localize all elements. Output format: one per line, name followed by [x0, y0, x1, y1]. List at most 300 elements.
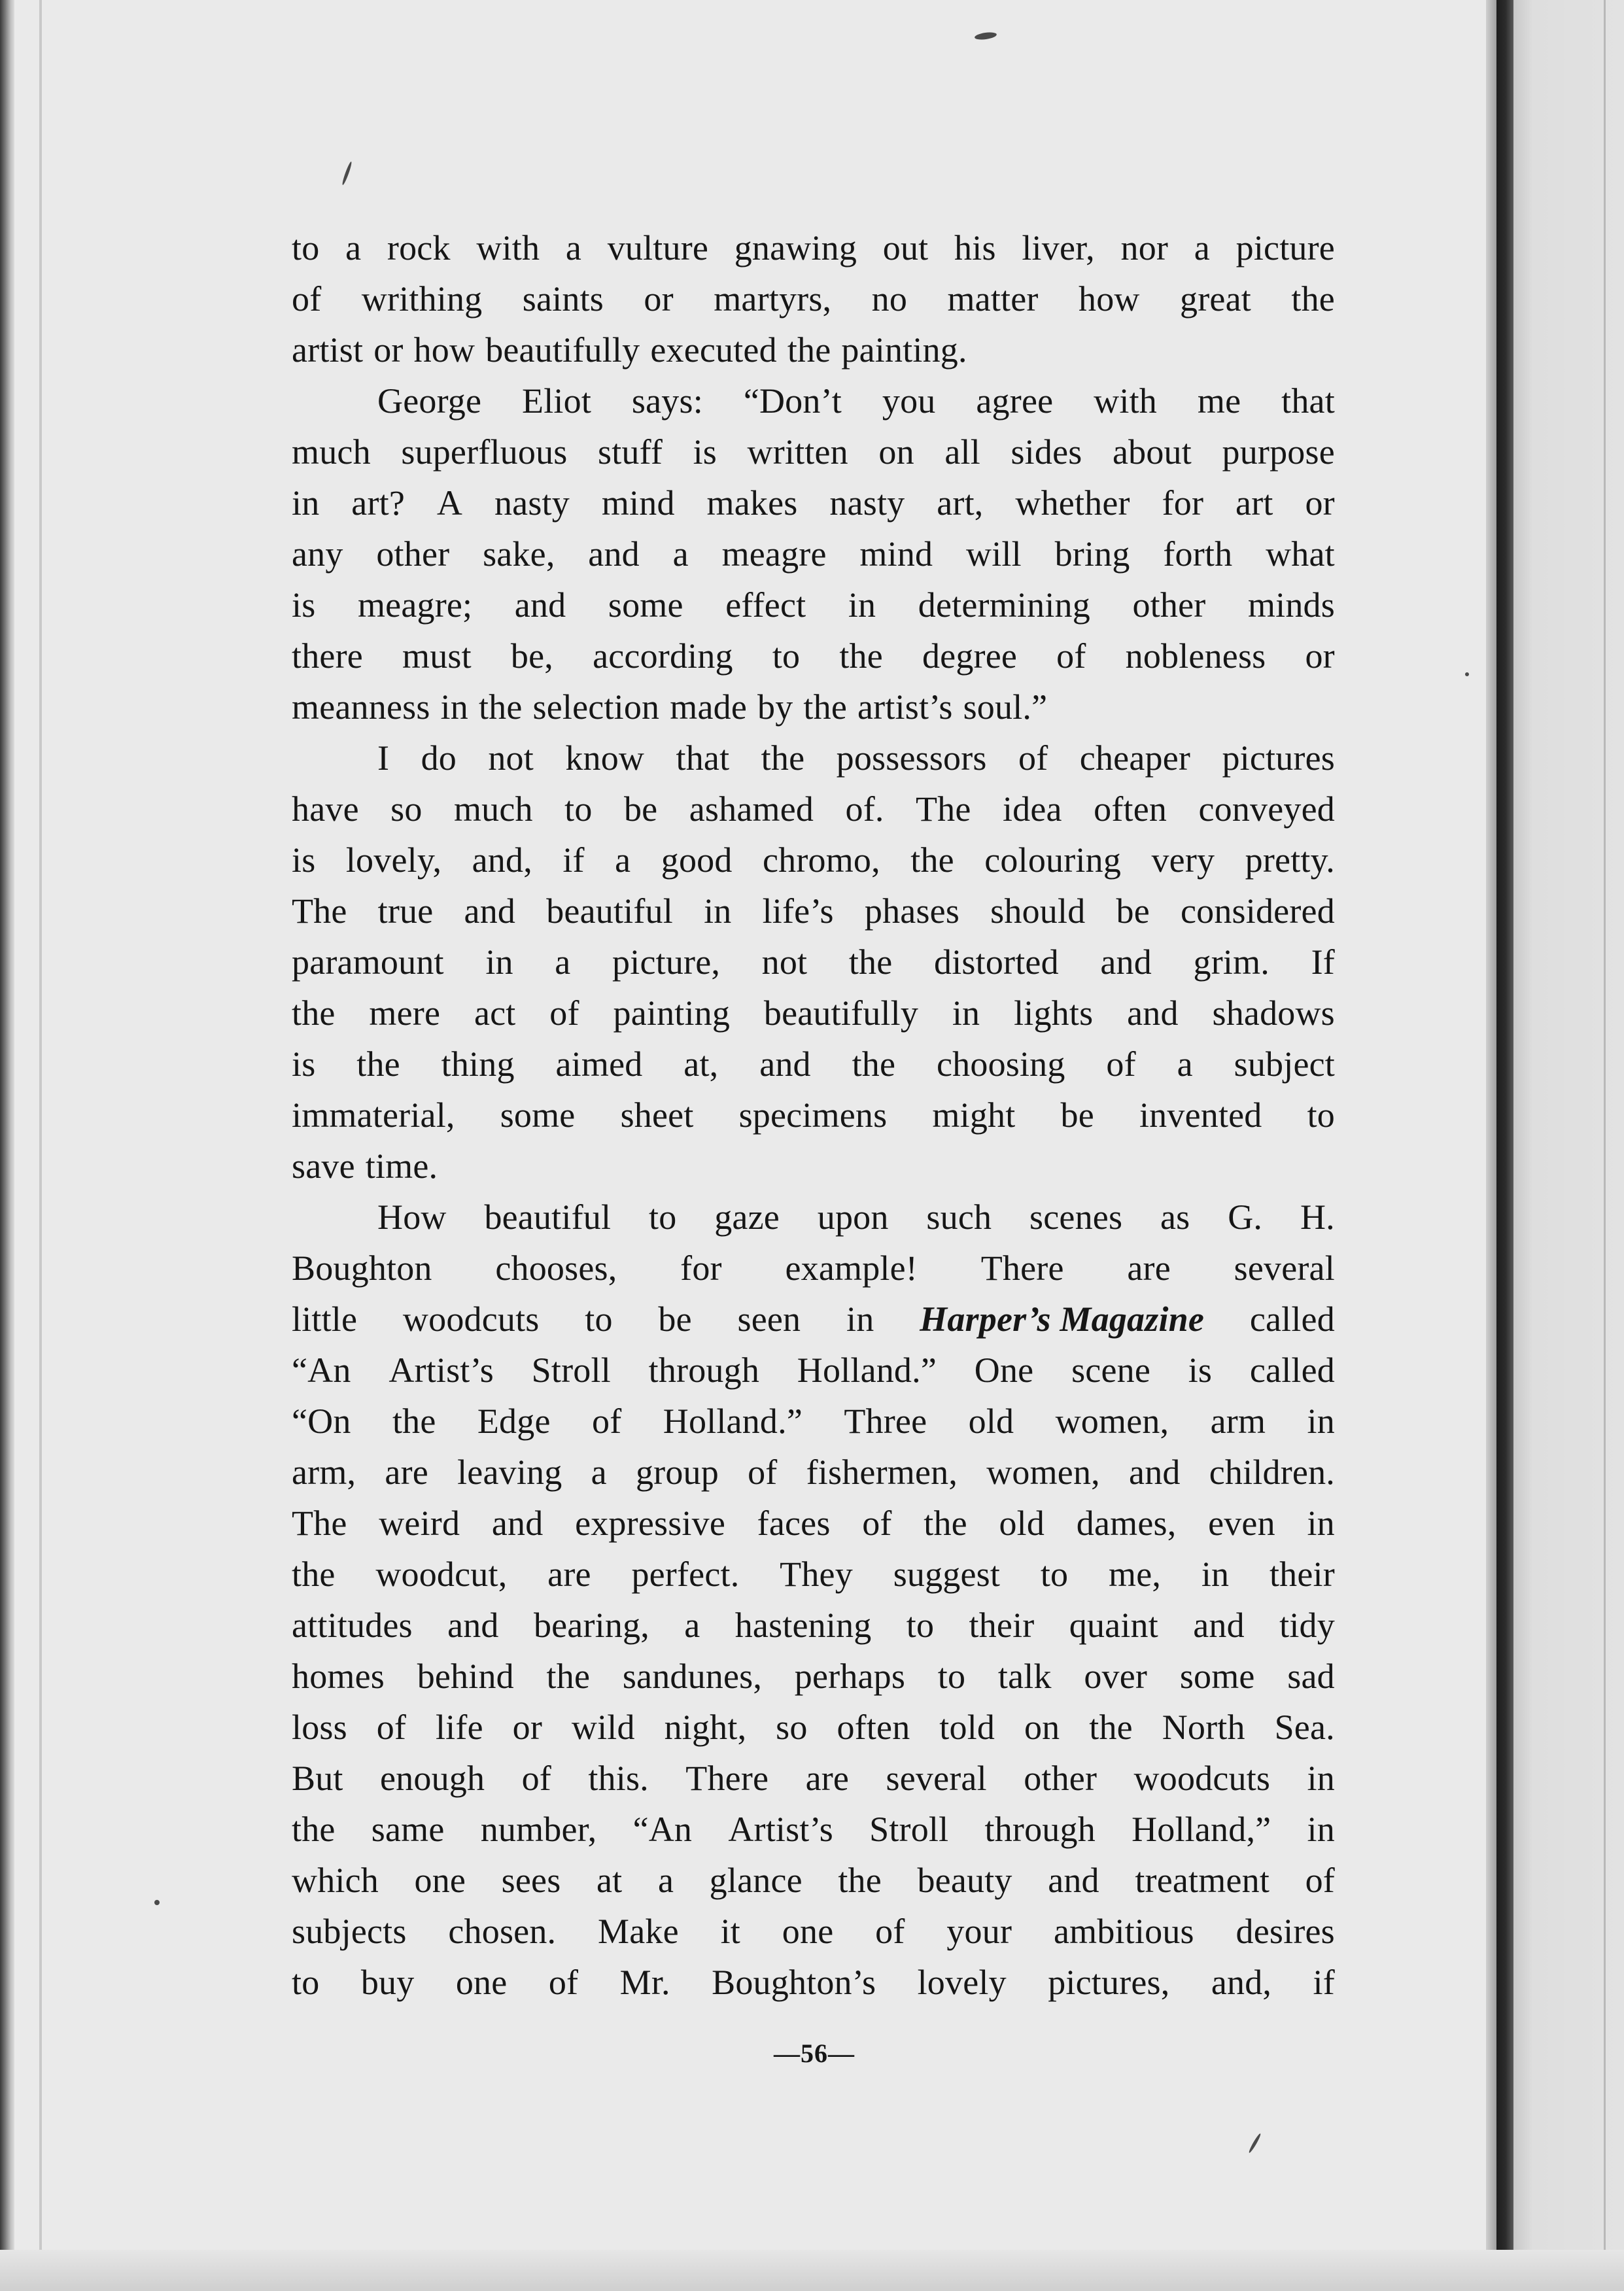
word: A — [436, 483, 463, 523]
word: one — [414, 1861, 466, 1900]
word: stuff — [598, 432, 663, 472]
word: Holland,” — [1132, 1810, 1271, 1849]
word: to — [1307, 1095, 1335, 1135]
word: chosen. — [448, 1912, 557, 1951]
word: the — [839, 636, 883, 676]
page-number: —56— — [774, 2039, 855, 2068]
text-line — [292, 1804, 1335, 1855]
word: makes — [706, 483, 798, 523]
word: and — [514, 585, 566, 625]
word: specimens — [738, 1095, 888, 1135]
word: a — [565, 228, 582, 267]
word: martyrs, — [714, 279, 832, 319]
text-line — [292, 630, 1335, 681]
word: so — [776, 1708, 808, 1747]
word: considered — [1180, 891, 1335, 931]
text-line — [292, 375, 1335, 426]
word: be — [1116, 891, 1150, 931]
text-line — [292, 222, 1335, 273]
word: of — [875, 1912, 905, 1951]
word: nasty — [494, 483, 570, 523]
word: mere — [369, 993, 441, 1033]
word: beautifully — [485, 330, 640, 370]
text-line — [292, 579, 1335, 630]
word: The — [292, 1504, 347, 1543]
word: little — [292, 1300, 358, 1339]
word: his — [954, 228, 996, 267]
word: executed — [650, 330, 777, 370]
word: much — [453, 789, 533, 829]
word: such — [926, 1197, 992, 1237]
text-line — [292, 1294, 1335, 1345]
text-line — [292, 835, 1335, 886]
word: at — [596, 1861, 623, 1900]
word: hastening — [734, 1606, 872, 1645]
word: their — [1269, 1555, 1335, 1594]
word: bring — [1054, 534, 1130, 574]
word: ashamed — [689, 789, 814, 829]
word: invented — [1139, 1095, 1262, 1135]
text-line — [292, 1243, 1335, 1294]
word: aimed — [555, 1044, 643, 1084]
word: other — [1132, 585, 1206, 625]
word: for — [680, 1249, 722, 1288]
word: on — [878, 432, 914, 472]
word: desires — [1235, 1912, 1335, 1951]
word: dames, — [1076, 1504, 1177, 1543]
word: thing — [441, 1044, 515, 1084]
word: paramount — [292, 942, 444, 982]
word: will — [966, 534, 1022, 574]
word: to — [292, 1963, 320, 2002]
word: soul.” — [963, 687, 1048, 727]
word: The — [292, 891, 347, 931]
word: the — [910, 840, 954, 880]
text-line — [292, 324, 1335, 375]
word: and — [464, 891, 516, 931]
word: Make — [598, 1912, 679, 1951]
word: children. — [1209, 1453, 1335, 1492]
word: Stroll — [531, 1351, 611, 1390]
word: is — [292, 1044, 316, 1084]
word: superfluous — [401, 432, 568, 472]
word: art — [1235, 483, 1273, 523]
word: Artist’s — [389, 1351, 494, 1390]
word: be — [1060, 1095, 1094, 1135]
word: must — [402, 636, 472, 676]
word: mind — [859, 534, 933, 574]
word: beautiful — [546, 891, 673, 931]
word: as — [1160, 1197, 1190, 1237]
word: a — [1177, 1044, 1193, 1084]
word: is — [292, 585, 316, 625]
word: me, — [1109, 1555, 1162, 1594]
word: to — [937, 1657, 966, 1696]
word: at, — [683, 1044, 719, 1084]
word: of — [592, 1402, 622, 1441]
word: out — [882, 228, 929, 267]
word: grim. — [1193, 942, 1270, 982]
word: for — [1162, 483, 1204, 523]
word: not — [761, 942, 808, 982]
word: subject — [1234, 1044, 1335, 1084]
word: nobleness — [1125, 636, 1266, 676]
word: it — [720, 1912, 740, 1951]
word: of — [1056, 636, 1086, 676]
word: some — [1179, 1657, 1255, 1696]
text-line — [292, 886, 1335, 937]
text-line — [292, 988, 1335, 1039]
word: and, — [1211, 1963, 1272, 2002]
word: art, — [937, 483, 984, 523]
word: are — [547, 1555, 591, 1594]
word: chooses, — [495, 1249, 617, 1288]
word: all — [944, 432, 980, 472]
word: your — [946, 1912, 1012, 1951]
word: in — [440, 687, 468, 727]
word: There — [685, 1759, 769, 1798]
word: a — [1194, 228, 1210, 267]
word: Boughton — [292, 1249, 432, 1288]
word: scenes — [1029, 1197, 1123, 1237]
word: time. — [365, 1146, 438, 1186]
word: to — [1040, 1555, 1069, 1594]
word: a — [657, 1861, 674, 1900]
word: perhaps — [794, 1657, 906, 1696]
word: by — [757, 687, 793, 727]
word: Sea. — [1274, 1708, 1335, 1747]
word: expressive — [575, 1504, 725, 1543]
word: which — [292, 1861, 379, 1900]
word: in — [1307, 1759, 1335, 1798]
word: homes — [292, 1657, 385, 1696]
left-page-edge — [39, 0, 42, 2291]
word: attitudes — [292, 1606, 413, 1645]
word: some — [500, 1095, 576, 1135]
word: a — [591, 1453, 607, 1492]
word: and — [1100, 942, 1152, 982]
word: and — [588, 534, 640, 574]
text-line — [292, 477, 1335, 528]
word: be — [623, 789, 658, 829]
scan-speck — [1465, 672, 1469, 676]
word: in — [846, 1300, 874, 1339]
word: I — [377, 738, 390, 778]
word: or — [1305, 636, 1335, 676]
word: to — [906, 1606, 935, 1645]
word: the — [803, 687, 847, 727]
word: weird — [379, 1504, 460, 1543]
word: of — [376, 1708, 407, 1747]
word: immaterial, — [292, 1095, 455, 1135]
word: be, — [510, 636, 553, 676]
word: there — [292, 636, 363, 676]
word: lovely, — [345, 840, 442, 880]
word: woodcuts — [402, 1300, 540, 1339]
word: even — [1208, 1504, 1275, 1543]
word: me — [1197, 381, 1241, 421]
book-binding — [1496, 0, 1513, 2291]
word: Edge — [477, 1402, 551, 1441]
word: sheet — [620, 1095, 694, 1135]
word: “Don’t — [743, 381, 842, 421]
word: treatment — [1135, 1861, 1270, 1900]
word: this. — [588, 1759, 649, 1798]
word: the — [787, 330, 831, 370]
text-line — [292, 1090, 1335, 1141]
word: beautiful — [484, 1197, 612, 1237]
word: “An — [292, 1351, 351, 1390]
word: How — [377, 1197, 447, 1237]
word: fishermen, — [806, 1453, 958, 1492]
word: should — [990, 891, 1086, 931]
body-text — [292, 222, 1335, 2008]
text-line — [292, 937, 1335, 988]
word: perfect. — [631, 1555, 740, 1594]
word: called — [1249, 1300, 1335, 1339]
word: leaving — [457, 1453, 562, 1492]
word: “On — [292, 1402, 351, 1441]
word: a — [345, 228, 362, 267]
word: have — [292, 789, 359, 829]
word: and — [491, 1504, 544, 1543]
word: painting. — [841, 330, 967, 370]
word: of — [521, 1759, 551, 1798]
word: of — [548, 1963, 579, 2002]
word: writhing — [361, 279, 483, 319]
word: written — [747, 432, 848, 472]
word: told — [939, 1708, 995, 1747]
text-line — [292, 1192, 1335, 1243]
word: number, — [480, 1810, 597, 1849]
word: saints — [522, 279, 604, 319]
word: that — [1281, 381, 1335, 421]
word: effect — [725, 585, 806, 625]
word: sad — [1287, 1657, 1335, 1696]
word: sake, — [483, 534, 555, 574]
text-line — [292, 1957, 1335, 2008]
word: might — [932, 1095, 1016, 1135]
word: group — [635, 1453, 719, 1492]
word: often — [837, 1708, 910, 1747]
text-line — [292, 1498, 1335, 1549]
word: rock — [387, 228, 451, 267]
word: same — [371, 1810, 445, 1849]
word: the — [852, 1044, 896, 1084]
word: whether — [1015, 483, 1130, 523]
word: much — [292, 432, 371, 472]
text-line — [292, 1396, 1335, 1447]
word: the — [838, 1861, 882, 1900]
word: some — [608, 585, 683, 625]
word: the — [546, 1657, 591, 1696]
word: in — [1307, 1504, 1335, 1543]
word: to — [585, 1300, 613, 1339]
word: purpose — [1222, 432, 1335, 472]
right-page-edge — [1604, 0, 1606, 2291]
text-line — [292, 1141, 1335, 1192]
text-line — [292, 1549, 1335, 1600]
word: of — [549, 993, 579, 1033]
word: mind — [601, 483, 675, 523]
word: Three — [844, 1402, 927, 1441]
word: a — [684, 1606, 700, 1645]
word: their — [969, 1606, 1035, 1645]
word: pretty. — [1245, 840, 1335, 880]
word: woodcut, — [375, 1555, 508, 1594]
word: the — [292, 993, 336, 1033]
word: or — [644, 279, 674, 319]
word: of — [292, 279, 322, 319]
word: and, — [472, 840, 532, 880]
word: through — [984, 1810, 1096, 1849]
word: a — [672, 534, 689, 574]
word: forth — [1163, 534, 1233, 574]
text-line — [292, 528, 1335, 579]
word: and — [447, 1606, 499, 1645]
word: you — [882, 381, 936, 421]
word: enough — [380, 1759, 485, 1798]
word: or — [1305, 483, 1335, 523]
word: over — [1084, 1657, 1148, 1696]
text-line — [292, 1345, 1335, 1396]
word: distorted — [934, 942, 1059, 982]
word: one — [782, 1912, 834, 1951]
word: women, — [986, 1453, 1100, 1492]
word: Mr. — [619, 1963, 670, 2002]
word: lovely — [917, 1963, 1007, 2002]
word: the — [356, 1044, 400, 1084]
word: behind — [417, 1657, 514, 1696]
word: They — [780, 1555, 853, 1594]
word: pictures, — [1048, 1963, 1170, 2002]
word: or — [373, 330, 404, 370]
word: if — [1313, 1963, 1335, 2002]
word: arm, — [292, 1453, 356, 1492]
word: the — [292, 1810, 336, 1849]
word: are — [385, 1453, 428, 1492]
word: gaze — [714, 1197, 780, 1237]
word: according — [593, 636, 733, 676]
word: seen — [737, 1300, 801, 1339]
word: idea — [1002, 789, 1062, 829]
word: a — [615, 840, 631, 880]
word: scene — [1071, 1351, 1150, 1390]
word: Boughton’s — [712, 1963, 876, 2002]
word: in — [1201, 1555, 1230, 1594]
word: says: — [631, 381, 703, 421]
word: artist — [292, 330, 364, 370]
word: old — [968, 1402, 1014, 1441]
word: is — [292, 840, 316, 880]
word: Stroll — [869, 1810, 949, 1849]
word: do — [421, 738, 457, 778]
word: Harper’s Magazine — [920, 1300, 1205, 1339]
word: any — [292, 534, 343, 574]
text-line — [292, 1447, 1335, 1498]
word: glance — [709, 1861, 803, 1900]
word: often — [1094, 789, 1167, 829]
word: in — [848, 585, 876, 625]
word: Eliot — [522, 381, 592, 421]
word: the — [848, 942, 893, 982]
word: and — [1129, 1453, 1181, 1492]
word: picture, — [612, 942, 721, 982]
word: with — [476, 228, 540, 267]
word: in — [1307, 1402, 1335, 1441]
word: shadows — [1212, 993, 1335, 1033]
word: is — [1188, 1351, 1213, 1390]
word: Holland.” — [797, 1351, 937, 1390]
word: and — [759, 1044, 811, 1084]
bottom-page-edge — [0, 2250, 1624, 2291]
word: matter — [947, 279, 1039, 319]
word: night, — [664, 1708, 747, 1747]
text-line — [292, 1039, 1335, 1090]
word: G. — [1228, 1197, 1263, 1237]
word: upon — [817, 1197, 889, 1237]
word: But — [292, 1759, 343, 1798]
word: made — [670, 687, 748, 727]
word: very — [1151, 840, 1215, 880]
word: how — [413, 330, 475, 370]
word: or — [512, 1708, 543, 1747]
word: of. — [845, 789, 884, 829]
word: be — [658, 1300, 692, 1339]
scan-speck — [154, 1900, 160, 1905]
word: of — [1018, 738, 1048, 778]
text-line — [292, 1651, 1335, 1702]
text-line — [292, 1702, 1335, 1753]
word: life — [435, 1708, 483, 1747]
word: picture — [1235, 228, 1335, 267]
word: meagre; — [357, 585, 473, 625]
word: old — [999, 1504, 1045, 1543]
word: If — [1311, 942, 1335, 982]
word: are — [805, 1759, 850, 1798]
word: gnawing — [734, 228, 857, 267]
word: loss — [292, 1708, 347, 1747]
word: suggest — [893, 1555, 1001, 1594]
word: colouring — [984, 840, 1122, 880]
word: the — [924, 1504, 967, 1543]
word: talk — [997, 1657, 1052, 1696]
word: the — [478, 687, 523, 727]
text-line — [292, 1753, 1335, 1804]
word: selection — [532, 687, 660, 727]
word: are — [1127, 1249, 1171, 1288]
word: sides — [1011, 432, 1082, 472]
word: great — [1180, 279, 1251, 319]
word: buy — [360, 1963, 415, 2002]
word: is — [693, 432, 717, 472]
word: art? — [351, 483, 406, 523]
word: that — [676, 738, 730, 778]
word: example! — [785, 1249, 918, 1288]
word: of — [862, 1504, 892, 1543]
word: beauty — [917, 1861, 1012, 1900]
word: wild — [571, 1708, 635, 1747]
word: nasty — [829, 483, 905, 523]
word: about — [1112, 432, 1192, 472]
word: to — [292, 228, 320, 267]
word: of — [748, 1453, 778, 1492]
text-line — [292, 426, 1335, 477]
word: in — [952, 993, 980, 1033]
word: artist’s — [857, 687, 953, 727]
word: arm — [1210, 1402, 1266, 1441]
word: the — [1291, 279, 1335, 319]
